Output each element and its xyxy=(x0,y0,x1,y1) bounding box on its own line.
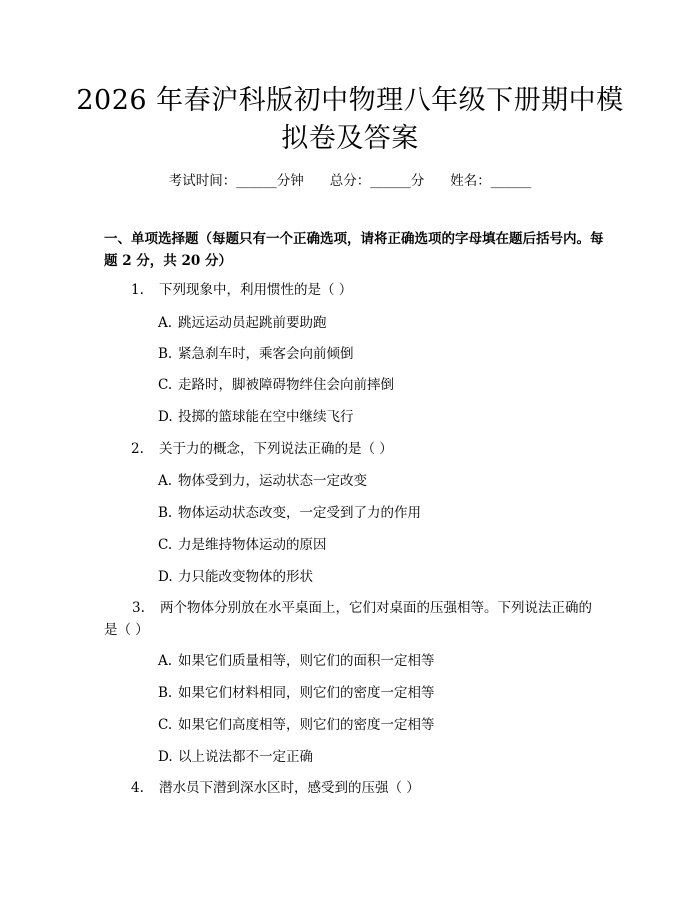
q2-option-a: A. 物体受到力，运动状态一定改变 xyxy=(158,473,367,489)
q3-option-d: D. 以上说法都不一定正确 xyxy=(158,749,313,765)
question-2 xyxy=(131,439,393,459)
exam-time-field: 考试时间：______分钟 xyxy=(168,173,304,189)
question-3 xyxy=(104,597,604,641)
question-number: 3. xyxy=(132,600,145,616)
q1-option-a: A. 跳远运动员起跳前要助跑 xyxy=(158,315,327,331)
exam-title-line1: 2026 年春沪科版初中物理八年级下册期中模 xyxy=(76,85,624,116)
q1-option-d: D. 投掷的篮球能在空中继续飞行 xyxy=(158,409,354,425)
total-score-field: 总分：______分 xyxy=(329,173,425,189)
q2-option-c: C. 力是维持物体运动的原因 xyxy=(158,537,327,553)
exam-info-line xyxy=(0,169,700,189)
question-number: 1. xyxy=(131,282,144,298)
q1-option-c: C. 走路时，脚被障碍物绊住会向前摔倒 xyxy=(158,377,394,393)
question-text: 两个物体分别放在水平桌面上，它们对桌面的压强相等。下列说法正确的是（ ） xyxy=(104,600,592,638)
section-heading: 一、单项选择题（每题只有一个正确选项，请将正确选项的字母填在题后括号内。每题 2 分，共 20 分） xyxy=(104,231,604,269)
q1-option-b: B. 紧急刹车时，乘客会向前倾倒 xyxy=(158,346,354,362)
q2-option-d: D. 力只能改变物体的形状 xyxy=(158,569,313,585)
q3-option-a: A. 如果它们质量相等，则它们的面积一定相等 xyxy=(158,653,435,669)
question-1 xyxy=(131,280,352,300)
q2-option-b: B. 物体运动状态改变，一定受到了力的作用 xyxy=(158,505,421,521)
q3-option-b: B. 如果它们材料相同，则它们的密度一定相等 xyxy=(158,685,435,701)
question-number: 2. xyxy=(131,441,144,457)
question-text: 关于力的概念，下列说法正确的是（ ） xyxy=(159,441,393,457)
question-number: 4. xyxy=(131,780,144,796)
question-4 xyxy=(131,778,420,798)
student-name-field: 姓名：______ xyxy=(450,173,532,189)
q3-option-c: C. 如果它们高度相等，则它们的密度一定相等 xyxy=(158,717,435,733)
question-text: 潜水员下潜到深水区时，感受到的压强（ ） xyxy=(159,780,420,796)
exam-title-line2: 拟卷及答案 xyxy=(281,123,419,154)
question-text: 下列现象中，利用惯性的是（ ） xyxy=(159,282,353,298)
